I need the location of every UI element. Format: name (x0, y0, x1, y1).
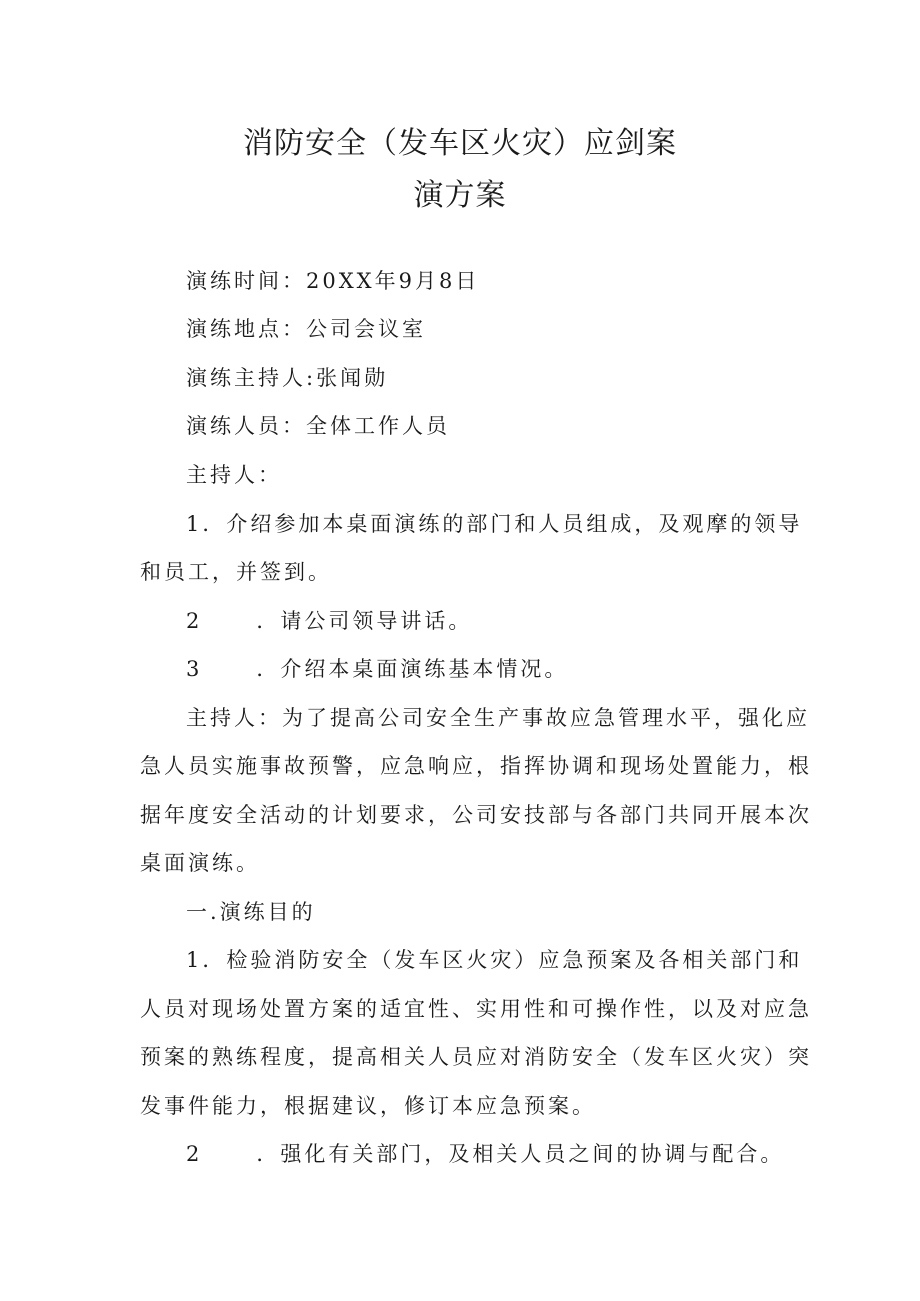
host-paragraph-line-2: 急人员实施事故预警，应急响应，指挥协调和现场处置能力，根 (140, 754, 812, 778)
drill-time: 演练时间：20XX年9月8日 (186, 269, 480, 293)
purpose-1-line-1: 1．检验消防安全（发车区火灾）应急预案及各相关部门和 (186, 948, 803, 972)
purpose-1-line-2: 人员对现场处置方案的适宜性、实用性和可操作性，以及对应急 (140, 997, 812, 1021)
document-title-line-1: 消防安全（发车区火灾）应剑案 (243, 126, 677, 161)
section-1-heading: 一.演练目的 (186, 900, 316, 924)
host-paragraph-line-4: 桌面演练。 (140, 851, 260, 875)
host-paragraph-line-3: 据年度安全活动的计划要求，公司安技部与各部门共同开展本次 (140, 803, 812, 827)
host-paragraph-line-1: 主持人：为了提高公司安全生产事故应急管理水平，强化应 (186, 706, 810, 730)
drill-place: 演练地点：公司会议室 (186, 317, 426, 341)
item-2-number: 2 (186, 609, 203, 633)
document-title-line-2: 演方案 (413, 178, 507, 213)
purpose-2-text: ．强化有关部门，及相关人员之间的协调与配合。 (256, 1142, 785, 1166)
item-1-line-2: 和员工，并签到。 (140, 560, 332, 584)
purpose-2 (186, 1139, 784, 1169)
item-2-text: ．请公司领导讲话。 (256, 609, 473, 633)
item-3-number: 3 (186, 657, 203, 681)
purpose-2-number: 2 (186, 1142, 203, 1166)
drill-personnel: 演练人员：全体工作人员 (186, 414, 450, 438)
item-2 (186, 606, 472, 636)
purpose-1-line-4: 发事件能力，根据建议，修订本应急预案。 (140, 1094, 596, 1118)
purpose-1-line-3: 预案的熟练程度，提高相关人员应对消防安全（发车区火灾）突 (140, 1045, 812, 1069)
host-label: 主持人： (186, 463, 282, 487)
item-3-text: ．介绍本桌面演练基本情况。 (256, 657, 569, 681)
item-3 (186, 654, 568, 684)
item-1-line-1: 1．介绍参加本桌面演练的部门和人员组成，及观摩的领导 (186, 512, 803, 536)
drill-host: 演练主持人:张闻勋 (186, 366, 389, 390)
